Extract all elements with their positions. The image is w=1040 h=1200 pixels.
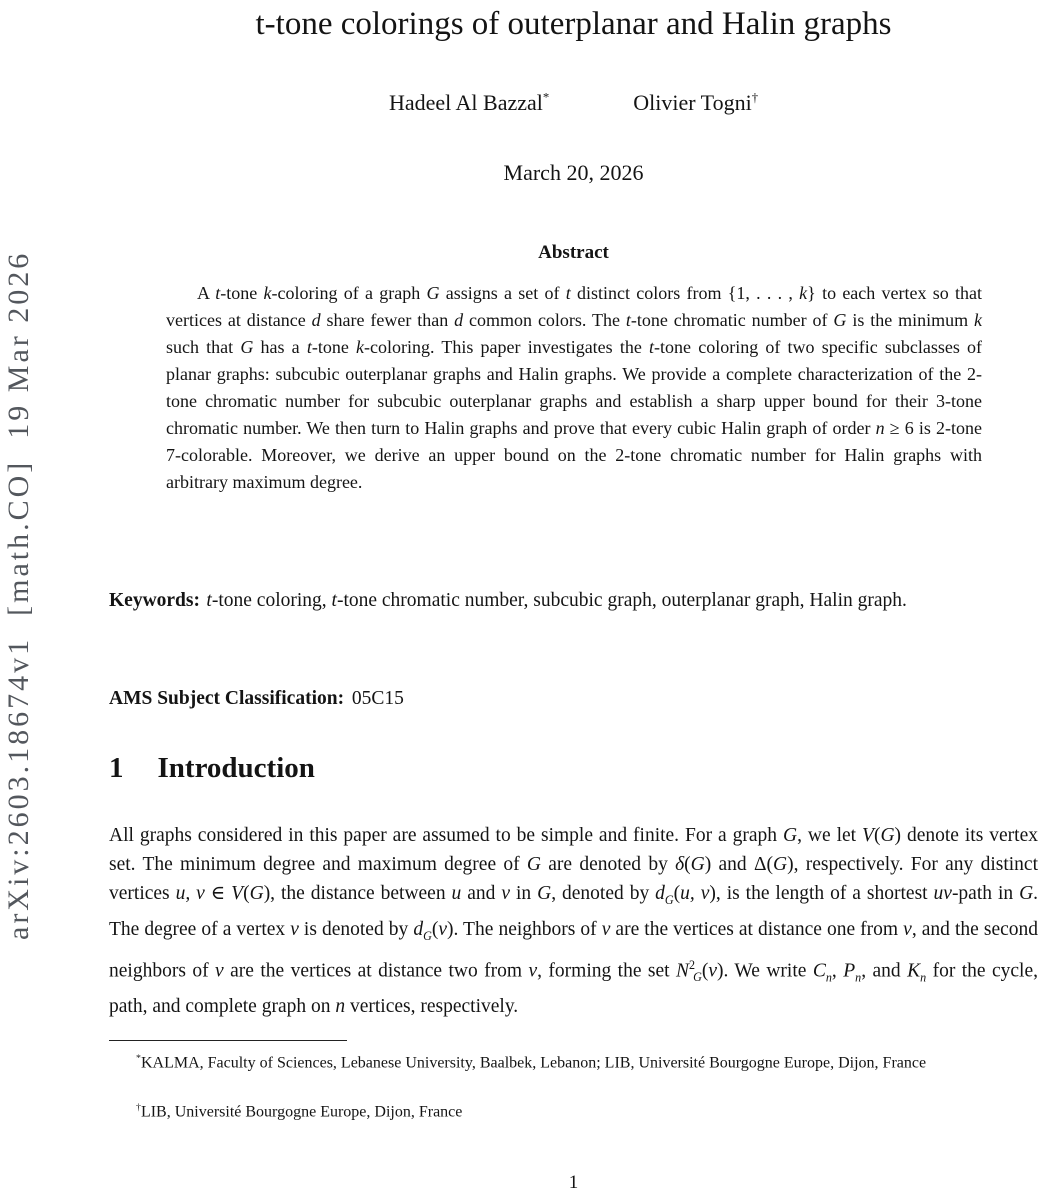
keywords-label: Keywords: — [109, 590, 200, 611]
introduction-paragraph: All graphs considered in this paper are assumed to be simple and finite. For a graph G, we let V(G) denote its vertex set. The minimum degree and maximum degree of G are denoted by δ(G) and Δ(G), respectively. For any distinct vertices u, v ∈ V(G), the distance between u and v in G, denoted by $d_G(u$, v), is the length of a shortest uv-path in G. The degree of a vertex v is denoted by $d_G(v)$. The neighbors of v are the vertices at distance one from v, and the second neighbors of v are the vertices at distance two from v, forming the set $N^2_G(v)$. We write $C_n$, $P_n$, and $K_n$ for the cycle, path, and complete graph on n vertices, respectively. — [109, 825, 1039, 1018]
footnote-lib: †LIB, Université Bourgogne Europe, Dijon, France — [136, 1102, 463, 1121]
author-line — [109, 90, 1038, 116]
author-1-mark: * — [542, 90, 550, 105]
keywords-line — [109, 586, 1038, 615]
abstract-heading: Abstract — [538, 242, 609, 263]
abstract-text: A t-tone k-coloring of a graph G assigns a set of t distinct colors from {1, . . . , k} to each vertex so that vertices at distance d share fewer than d common colors. The t-tone chromatic number of G is the minimum k such that G has a t-tone k-coloring. This paper investigates the t-tone coloring of two specific subclasses of planar graphs: subcubic outerplanar graphs and Halin graphs. We provide a complete characterization of the 2-tone chromatic number for subcubic outerplanar graphs and establish a sharp upper bound for their 3-tone chromatic number. We then turn to Halin graphs and prove that every cubic Halin graph of order n ≥ 6 is 2-tone 7-colorable. Moreover, we derive an upper bound on the 2-tone chromatic number for Halin graphs with arbitrary maximum degree. — [166, 283, 983, 492]
arxiv-watermark: arXiv:2603.18674v1 [math.CO] 19 Mar 2026 — [2, 250, 35, 940]
section-heading — [109, 752, 1038, 785]
content-column — [109, 0, 1038, 1200]
author-2-mark: † — [751, 90, 759, 105]
author-2-name: Olivier Togni — [633, 90, 752, 115]
section-number: 1 — [109, 752, 124, 784]
ams-value: 05C15 — [351, 688, 404, 709]
section-title: Introduction — [157, 752, 315, 784]
ams-line — [109, 688, 1038, 710]
author-1-name: Hadeel Al Bazzal — [388, 90, 543, 115]
ams-label: AMS Subject Classification: — [109, 688, 345, 709]
footnote-rule — [109, 1040, 347, 1041]
author-2 — [633, 90, 758, 116]
footnote-kalma: *KALMA, Faculty of Sciences, Lebanese University, Baalbek, Lebanon; LIB, Université Bourgogne Europe, Dijon, France — [136, 1053, 927, 1072]
author-1 — [389, 90, 549, 116]
keywords-text: t-tone coloring, t-tone chromatic number, subcubic graph, outerplanar graph, Halin graph. — [206, 590, 907, 611]
page-number: 1 — [568, 1172, 579, 1193]
paper-date: March 20, 2026 — [503, 160, 644, 185]
paper-title: t-tone colorings of outerplanar and Halin graphs — [255, 6, 892, 42]
